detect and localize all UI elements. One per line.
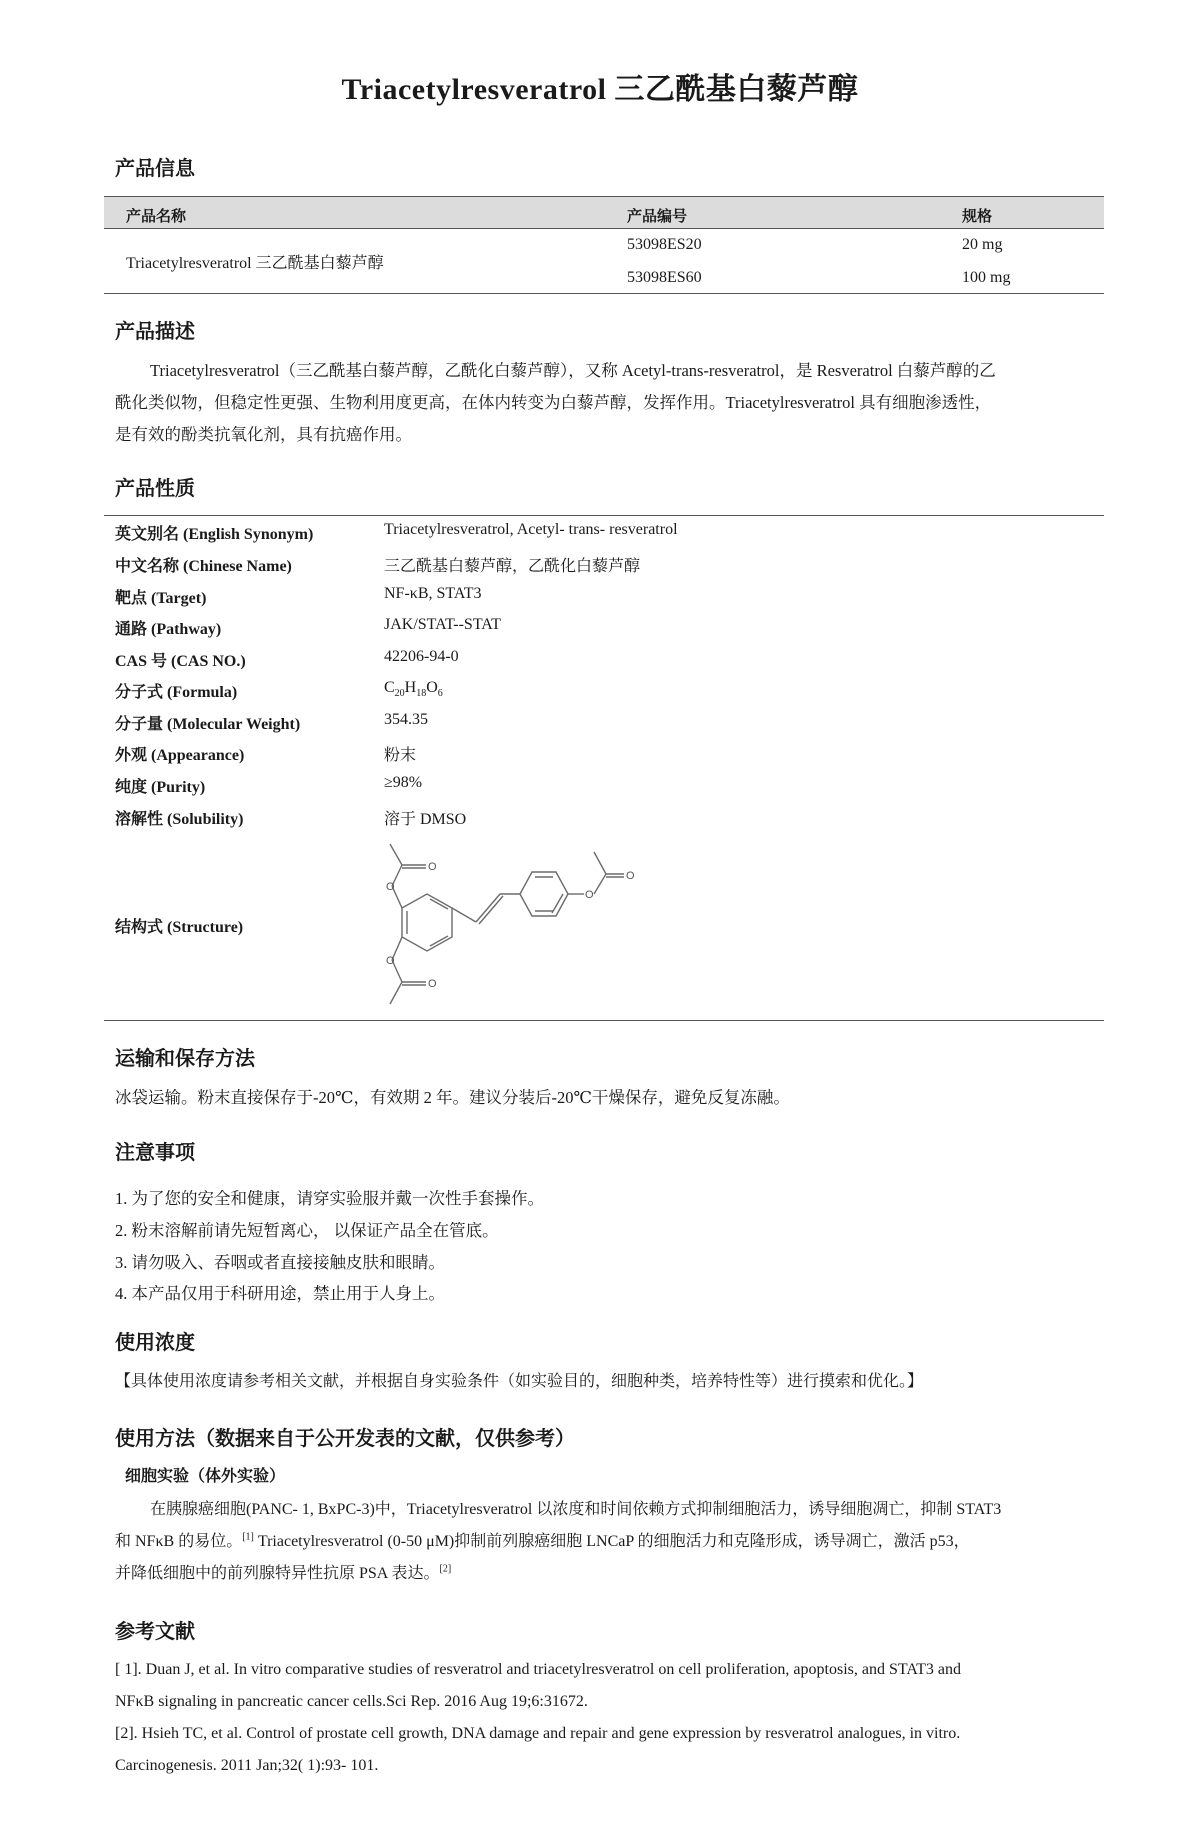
oxygen-atom-label: O xyxy=(428,861,437,873)
method-line: 在胰腺癌细胞(PANC- 1, BxPC-3)中，Triacetylresveratrol 以浓度和时间依赖方式抑制细胞活力，诱导细胞凋亡，抑制 STAT3 xyxy=(150,1501,1002,1518)
oxygen-atom-label: O xyxy=(626,870,635,882)
section-heading-product-info: 产品信息 xyxy=(115,156,195,180)
section-heading-storage: 运输和保存方法 xyxy=(115,1046,255,1070)
chemical-structure-diagram xyxy=(380,838,640,1018)
product-code-cell: 53098ES60 xyxy=(627,269,702,286)
section-heading-notes: 注意事项 xyxy=(115,1140,195,1164)
oxygen-atom-label: O xyxy=(428,978,437,990)
product-code-cell: 53098ES20 xyxy=(627,236,702,253)
property-label: 英文别名 (English Synonym) xyxy=(115,526,314,543)
property-value: ≥98% xyxy=(384,774,423,791)
property-value: NF-κB, STAT3 xyxy=(384,585,482,602)
product-spec-cell: 20 mg xyxy=(962,236,1003,253)
column-header-code: 产品编号 xyxy=(627,207,688,225)
list-item: 3. 请勿吸入、吞咽或者直接接触皮肤和眼睛。 xyxy=(115,1253,445,1272)
section-heading-method: 使用方法（数据来自于公开发表的文献，仅供参考） xyxy=(115,1426,575,1450)
property-value: 溶于 DMSO xyxy=(384,811,467,828)
oxygen-atom-label: O xyxy=(386,881,395,893)
properties-top-rule xyxy=(104,515,1104,516)
property-label: 纯度 (Purity) xyxy=(115,779,206,796)
citation-marker: [2] xyxy=(439,1563,452,1575)
property-label: CAS 号 (CAS NO.) xyxy=(115,653,246,670)
sub-heading-cell-experiment: 细胞实验（体外实验） xyxy=(125,1466,286,1485)
list-item: 2. 粉末溶解前请先短暂离心， 以保证产品全在管底。 xyxy=(115,1221,499,1240)
property-value: Triacetylresveratrol, Acetyl- trans- resveratrol xyxy=(384,521,678,538)
properties-bottom-rule xyxy=(104,1020,1104,1021)
storage-text: 冰袋运输。粉末直接保存于-20℃，有效期 2 年。建议分装后-20℃干燥保存，避免反复冻融。 xyxy=(115,1088,790,1107)
property-value: 354.35 xyxy=(384,711,428,728)
property-value: 42206-94-0 xyxy=(384,648,459,665)
method-line: 并降低细胞中的前列腺特异性抗原 PSA 表达。[2] xyxy=(115,1563,452,1582)
list-item: 4. 本产品仅用于科研用途，禁止用于人身上。 xyxy=(115,1284,445,1303)
product-spec-cell: 100 mg xyxy=(962,269,1011,286)
description-line: 酰化类似物，但稳定性更强、生物利用度更高，在体内转变为白藜芦醇，发挥作用。Triacetylresveratrol 具有细胞渗透性， xyxy=(115,393,992,412)
oxygen-atom-label: O xyxy=(386,955,395,967)
property-label: 中文名称 (Chinese Name) xyxy=(115,558,292,575)
property-label: 溶解性 (Solubility) xyxy=(115,811,244,828)
section-heading-properties: 产品性质 xyxy=(115,476,195,500)
property-value: JAK/STAT--STAT xyxy=(384,616,501,633)
method-line: 和 NFκB 的易位。[1] Triacetylresveratrol (0-50 μM)抑制前列腺癌细胞 LNCaP 的细胞活力和克隆形成，诱导凋亡，激活 p53， xyxy=(115,1531,970,1550)
property-value: 三乙酰基白藜芦醇，乙酰化白藜芦醇 xyxy=(384,558,641,575)
page-title: Triacetylresveratrol 三乙酰基白藜芦醇 xyxy=(341,73,859,106)
citation-marker: [1] xyxy=(242,1531,254,1543)
table-bottom-rule xyxy=(104,293,1104,294)
description-line: 是有效的酚类抗氧化剂，具有抗癌作用。 xyxy=(115,425,412,444)
section-heading-concentration: 使用浓度 xyxy=(115,1330,195,1354)
reference-entry: [2]. Hsieh TC, et al. Control of prostate cell growth, DNA damage and repair and gene expression by resveratrol analogues, in vitro. Carcinogenesis. 2011 Jan;32( 1):93- 101. xyxy=(115,1725,961,1774)
description-line: Triacetylresveratrol（三乙酰基白藜芦醇，乙酰化白藜芦醇），又称 Acetyl-trans-resveratrol，是 Resveratrol 白藜芦醇的乙 xyxy=(150,361,996,380)
property-label: 通路 (Pathway) xyxy=(115,621,222,638)
property-label: 分子式 (Formula) xyxy=(115,684,238,701)
property-label: 分子量 (Molecular Weight) xyxy=(115,716,301,733)
property-label: 结构式 (Structure) xyxy=(115,919,244,936)
product-name-cell: Triacetylresveratrol 三乙酰基白藜芦醇 xyxy=(126,255,384,272)
product-table-header xyxy=(104,196,1104,229)
list-item: 1. 为了您的安全和健康，请穿实验服并戴一次性手套操作。 xyxy=(115,1189,544,1208)
concentration-text: 【具体使用浓度请参考相关文献，并根据自身实验条件（如实验目的，细胞种类，培养特性等）进行摸索和优化。】 xyxy=(115,1373,924,1390)
section-heading-references: 参考文献 xyxy=(115,1619,195,1643)
formula-value: $C_{20}H_{18}O_6$ xyxy=(384,679,443,700)
property-label: 靶点 (Target) xyxy=(115,590,207,607)
column-header-name: 产品名称 xyxy=(126,207,187,225)
column-header-spec: 规格 xyxy=(962,207,993,225)
oxygen-atom-label: O xyxy=(585,889,594,901)
section-heading-description: 产品描述 xyxy=(115,319,195,343)
property-label: 外观 (Appearance) xyxy=(115,747,245,764)
reference-entry: [ 1]. Duan J, et al. In vitro comparative studies of resveratrol and triacetylresveratrol on cell proliferation, apoptosis, and STAT3 and NFκB signaling in pancreatic cancer cells.Sci Rep. 2016 Aug 19;6:31672. xyxy=(115,1661,962,1710)
property-value: 粉末 xyxy=(384,747,417,764)
